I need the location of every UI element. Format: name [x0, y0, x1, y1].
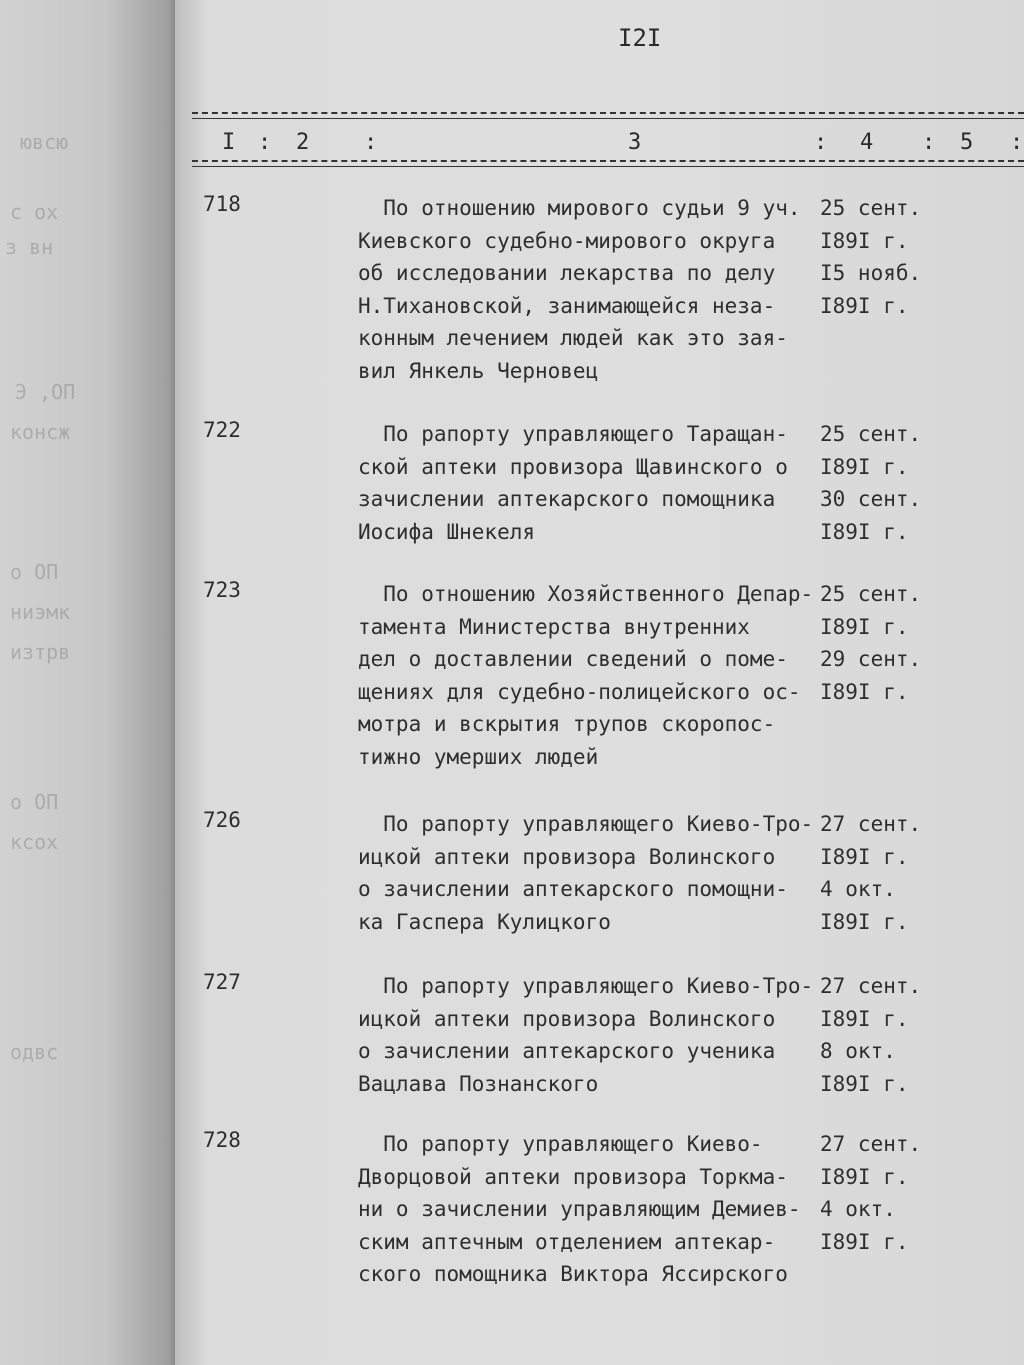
entry-dates — [820, 1128, 921, 1258]
date-line: I5 нояб. — [820, 261, 922, 285]
entry-number: 728 — [203, 1128, 241, 1152]
date-line: I89I г. — [820, 519, 909, 544]
ghost-text: с ох — [10, 200, 59, 224]
text-line: Н.Тихановской, занимающейся неза- — [358, 293, 776, 318]
header-rule — [192, 160, 1024, 162]
ghost-text: ювсю — [20, 130, 69, 154]
text-line: конным лечением людей как это зая- — [358, 326, 788, 350]
text-line: об исследовании лекарства по делу — [358, 261, 776, 285]
text-line: ицкой аптеки провизора Волинского — [358, 844, 776, 869]
column-separator: : — [922, 130, 936, 155]
text-line: По рапорту управляющего Киево-Тро- — [358, 974, 814, 998]
text-line: ской аптеки провизора Щавинского о — [358, 454, 788, 479]
text-line: Дворцовой аптеки провизора Торкма- — [358, 1164, 788, 1189]
date-line: I89I г. — [820, 909, 909, 934]
entry-description — [358, 578, 828, 773]
ghost-text: з вн — [5, 235, 54, 259]
text-line: зачислении аптекарского помощника — [358, 487, 776, 511]
date-line: 25 сент. — [820, 422, 922, 446]
entry-description — [358, 418, 828, 548]
page-number: I2I — [618, 24, 662, 52]
entry-description — [358, 1128, 828, 1291]
date-line: 8 окт. — [820, 1039, 896, 1063]
left-page-edge — [0, 0, 175, 1365]
date-line: I89I г. — [820, 293, 909, 318]
text-line: ским аптечным отделением аптекар- — [358, 1229, 776, 1254]
header-rule — [192, 112, 1024, 114]
date-line: 29 сент. — [820, 647, 922, 671]
date-line: 27 сент. — [820, 1132, 922, 1156]
ghost-text: одвс — [10, 1040, 59, 1064]
text-line: тижно умерших людей — [358, 744, 599, 769]
entry-dates — [820, 418, 921, 548]
text-line: вил Янкель Черновец — [358, 358, 599, 383]
text-line: По отношению Хозяйственного Депар- — [358, 582, 814, 606]
date-line: I89I г. — [820, 228, 909, 253]
text-line: Иосифа Шнекеля — [358, 519, 536, 544]
entry-description — [358, 192, 828, 387]
entry-description — [358, 970, 828, 1100]
entry-description — [358, 808, 828, 938]
column-header-5: 5 — [960, 130, 974, 155]
column-header-1: I — [222, 130, 236, 155]
date-line: I89I г. — [820, 1164, 909, 1189]
text-line: ского помощника Виктора Яссирского — [358, 1262, 788, 1286]
header-rule — [192, 118, 1024, 119]
text-line: По рапорту управляющего Киево- — [358, 1132, 763, 1156]
date-line: I89I г. — [820, 1071, 909, 1096]
ghost-text: о ОП — [10, 560, 59, 584]
ghost-text: изтрв — [10, 640, 71, 664]
text-line: дел о доставлении сведений о поме- — [358, 647, 788, 671]
text-line: Киевского судебно-мирового округа — [358, 228, 776, 253]
entry-number: 726 — [203, 808, 241, 832]
column-header-2: 2 — [296, 130, 310, 155]
date-line: I89I г. — [820, 1006, 909, 1031]
text-line: ни о зачислении управляющим Демиев- — [358, 1197, 801, 1221]
date-line: I89I г. — [820, 454, 909, 479]
column-separator: : — [814, 130, 828, 155]
text-line: Вацлава Познанского — [358, 1071, 599, 1096]
text-line: мотра и вскрытия трупов скоропос- — [358, 712, 776, 736]
date-line: 30 сент. — [820, 487, 922, 511]
ghost-text: о ОП — [10, 790, 59, 814]
entry-dates — [820, 578, 921, 708]
ghost-text: Э ,ОП — [15, 380, 76, 404]
column-separator: : — [364, 130, 378, 155]
text-line: По рапорту управляющего Киево-Тро- — [358, 812, 814, 836]
entry-dates — [820, 970, 921, 1100]
ghost-text: консж — [10, 420, 71, 444]
column-separator: : — [258, 130, 272, 155]
column-separator: : — [1010, 130, 1024, 155]
text-line: По рапорту управляющего Таращан- — [358, 422, 788, 446]
entry-number: 723 — [203, 578, 241, 602]
entry-dates — [820, 808, 921, 938]
text-line: о зачислении аптекарского ученика — [358, 1039, 776, 1063]
date-line: I89I г. — [820, 679, 909, 704]
text-line: тамента Министерства внутренних — [358, 614, 750, 639]
date-line: I89I г. — [820, 844, 909, 869]
date-line: 27 сент. — [820, 974, 922, 998]
text-line: щениях для судебно-полицейского ос- — [358, 679, 801, 704]
date-line: I89I г. — [820, 1229, 909, 1254]
header-rule — [192, 166, 1024, 167]
column-header-4: 4 — [860, 130, 874, 155]
date-line: 4 окт. — [820, 877, 896, 901]
date-line: I89I г. — [820, 614, 909, 639]
text-line: По отношению мирового судьи 9 уч. — [358, 196, 801, 220]
entry-dates — [820, 192, 921, 322]
entry-number: 718 — [203, 192, 241, 216]
text-line: ицкой аптеки провизора Волинского — [358, 1006, 776, 1031]
date-line: 25 сент. — [820, 582, 922, 606]
text-line: ка Гаспера Кулицкого — [358, 909, 611, 934]
column-header-3: 3 — [628, 130, 642, 155]
date-line: 27 сент. — [820, 812, 922, 836]
text-line: о зачислении аптекарского помощни- — [358, 877, 788, 901]
date-line: 4 окт. — [820, 1197, 896, 1221]
entry-number: 722 — [203, 418, 241, 442]
ghost-text: ксох — [10, 830, 59, 854]
date-line: 25 сент. — [820, 196, 922, 220]
entry-number: 727 — [203, 970, 241, 994]
ghost-text: ниэмк — [10, 600, 71, 624]
